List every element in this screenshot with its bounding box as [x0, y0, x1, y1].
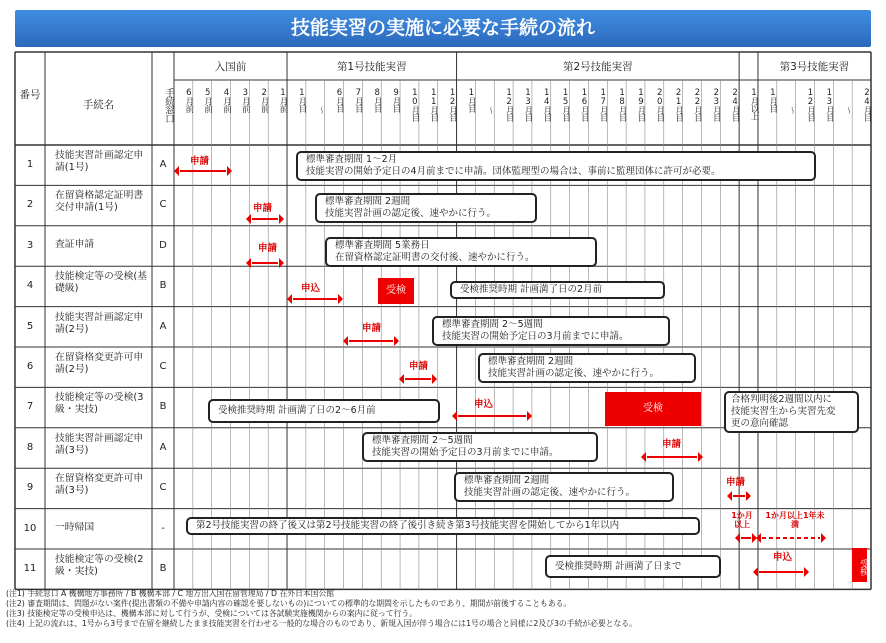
note-1: (注1) 手続窓口 A 機構地方事務所 / B 機構本部 / C 地方出入国在留管理局 / D 在外日本国公館	[6, 589, 335, 598]
month-header-19: 14月目	[541, 88, 552, 121]
month-header-8: 6月目	[334, 88, 345, 112]
row-number-3: 3	[26, 239, 34, 251]
month-header-30: 1月以上	[748, 88, 759, 120]
row-procedure-7: 技能検定等の受検(3級・実技)	[55, 392, 144, 416]
row-window-5: A	[159, 320, 167, 332]
callout-text: 合格判明後2週間以内に	[731, 394, 833, 405]
gt1b-label: 1か月以上1年未満	[765, 511, 825, 529]
period-arrow-1	[180, 170, 226, 172]
month-header-29: 24月目	[730, 88, 741, 121]
month-header-7: 〜	[315, 106, 326, 114]
exam-box-11: 受検	[852, 548, 867, 582]
row-window-4: B	[159, 280, 167, 292]
callout-text: 技能実習計画の認定後、速やかに行う。	[464, 487, 636, 498]
page-title: 技能実習の実施に必要な手続の流れ	[15, 10, 871, 47]
row-procedure-11: 技能検定等の受検(2級・実技)	[55, 554, 144, 577]
month-header-5: 1月前	[278, 88, 289, 112]
apply-label-11: 申込	[773, 552, 793, 563]
row-procedure-8: 技能実習計画認定申請(3号)	[55, 432, 144, 456]
callout-text: 技能実習計画の認定後、速やかに行う。	[325, 208, 497, 219]
month-header-36: 24月目	[861, 88, 872, 121]
callout-text: 技能実習の開始予定日の4月前までに申請。団体監理型の場合は、事前に監理団体に許可が必要。	[306, 166, 721, 177]
month-header-35: 〜	[843, 106, 854, 114]
row-number-4: 4	[26, 280, 34, 292]
row-procedure-3: 査証申請	[55, 238, 95, 250]
row-number-9: 9	[26, 482, 34, 494]
row-window-9: C	[159, 482, 167, 494]
month-header-17: 12月目	[504, 88, 515, 121]
row-number-6: 6	[26, 361, 34, 372]
month-header-22: 17月目	[598, 88, 609, 121]
apply-label-7: 申込	[474, 399, 494, 410]
callout-text: 技能実習生から実習先変	[731, 406, 836, 417]
callout-text: 技能実習の開始予定日の3月前までに申請。	[442, 331, 629, 342]
callout-3	[325, 237, 597, 267]
period-arrow-7	[458, 415, 526, 417]
month-header-20: 15月目	[560, 88, 571, 121]
row-number-5: 5	[26, 320, 34, 332]
period-header-3: 第3号技能実習	[779, 61, 850, 73]
header-procedure: 手続名	[82, 99, 115, 111]
callout-text: 更の意向確認	[731, 418, 789, 429]
month-header-21: 16月目	[579, 88, 590, 121]
callout-5	[432, 316, 670, 346]
month-header-3: 3月前	[240, 88, 251, 112]
note-2: (注2) 審査期間は、問題がない案件(提出書類の不備や申請内容の確認を要しないもの)についての標準的な期間を示したものであり、期間が前後することもある。	[6, 599, 572, 608]
period-header-2: 第2号技能実習	[563, 61, 633, 73]
row-procedure-4: 技能検定等の受検(基礎級)	[55, 271, 147, 295]
period-arrow-3	[252, 262, 278, 264]
period-arrow-10b	[762, 537, 820, 539]
month-header-2: 4月前	[221, 88, 232, 112]
exam-box-7: 受検	[605, 392, 701, 426]
row-procedure-2: 在留資格認定証明書交付申請(1号)	[55, 190, 144, 214]
month-header-26: 21月目	[673, 88, 684, 121]
month-header-32: 〜	[786, 106, 797, 114]
row-procedure-1: 技能実習計画認定申請(1号)	[55, 150, 144, 173]
month-header-16: 〜	[485, 106, 496, 114]
month-header-18: 13月目	[522, 88, 533, 121]
period-arrow-9	[733, 495, 745, 497]
callout-text: 標準審査期間 5業務日	[335, 240, 430, 251]
period-header-0: 入国前	[214, 61, 247, 73]
row-window-7: B	[159, 401, 167, 413]
apply-label-2: 申請	[253, 203, 273, 214]
period-arrow-5	[349, 340, 393, 342]
period-arrow-10a	[741, 537, 751, 539]
row-number-10: 10	[23, 522, 37, 534]
month-header-12: 10月目	[409, 88, 420, 121]
apply-label-9: 申請	[726, 477, 746, 488]
row-window-11: B	[159, 563, 167, 574]
month-header-25: 20月目	[654, 88, 665, 121]
row-procedure-9: 在留資格変更許可申請(3号)	[55, 473, 144, 497]
callout-2	[315, 193, 537, 223]
callout-text: 標準審査期間 1〜2月	[306, 154, 398, 165]
callout-text: 標準審査期間 2週間	[488, 356, 574, 367]
header-window: 手続窓口	[163, 88, 174, 122]
month-header-9: 7月目	[353, 88, 364, 112]
callout-text: 在留資格認定証明書の交付後、速やかに行う。	[335, 252, 535, 263]
period-header-1: 第1号技能実習	[336, 61, 407, 73]
callout-text: 標準審査期間 2〜5週間	[372, 435, 473, 446]
period-arrow-6	[405, 378, 431, 380]
row-window-10: -	[161, 522, 165, 534]
apply-label-1: 申請	[190, 156, 210, 167]
callout-1	[296, 151, 816, 181]
period-arrow-2	[252, 218, 278, 220]
callout-text: 技能実習計画の認定後、速やかに行う。	[488, 368, 660, 379]
row-procedure-6: 在留資格変更許可申請(2号)	[55, 352, 144, 375]
row-number-11: 11	[23, 563, 37, 574]
gt1-label: 1か月以上	[731, 511, 753, 529]
month-header-28: 23月目	[711, 88, 722, 121]
month-header-27: 22月目	[692, 88, 703, 121]
period-arrow-4	[293, 298, 337, 300]
callout-10: 第2号技能実習の終了後又は第2号技能実習の終了後引き続き第3号技能実習を開始してから1年以内	[186, 517, 700, 535]
callout-text: 標準審査期間 2週間	[464, 475, 550, 486]
month-header-24: 19月目	[635, 88, 646, 121]
month-header-6: 1月目	[296, 88, 307, 112]
callout-11: 受検推奨時期 計画満了日まで	[545, 555, 721, 578]
period-arrow-8	[647, 456, 697, 458]
row-procedure-10: 一時帰国	[55, 521, 95, 533]
row-number-1: 1	[26, 159, 34, 170]
row-number-7: 7	[26, 401, 34, 413]
month-header-1: 5月前	[202, 88, 213, 112]
header-number: 番号	[19, 89, 41, 101]
row-window-8: A	[159, 441, 167, 453]
callout-text: 標準審査期間 2週間	[325, 196, 411, 207]
month-header-34: 13月目	[824, 88, 835, 121]
callout-text: 標準審査期間 2〜5週間	[442, 319, 543, 330]
apply-label-5: 申請	[362, 323, 382, 334]
callout-7r	[724, 391, 859, 433]
callout-6	[478, 353, 696, 383]
month-header-13: 11月目	[428, 88, 439, 121]
row-window-2: C	[159, 199, 167, 211]
callout-8	[362, 432, 598, 462]
note-3: (注3) 技能検定等の受検申込は、機構本部に対して行うが、受検については各試験実施機関からの案内に従って行う。	[6, 609, 418, 618]
apply-label-8: 申請	[662, 439, 682, 450]
row-number-2: 2	[26, 199, 34, 211]
note-4: (注4) 上記の流れは、1号から3号まで在留を継続したまま技能実習を行わせる一般的な場合のものであり、新規入国が伴う場合には1号の場合と同様に2及び3の手続が必要となる。	[6, 619, 637, 628]
month-header-23: 18月目	[617, 88, 628, 121]
month-header-31: 1月目	[767, 88, 778, 112]
apply-label-6: 申請	[409, 361, 429, 372]
month-header-33: 12月目	[805, 88, 816, 121]
month-header-0: 6月前	[183, 88, 194, 112]
callout-text: 技能実習の開始予定日の3月前までに申請。	[372, 447, 559, 458]
callout-7: 受検推奨時期 計画満了日の2〜6月前	[208, 399, 440, 423]
period-arrow-11	[759, 571, 803, 573]
apply-label-3: 申請	[258, 243, 278, 254]
month-header-11: 9月目	[391, 88, 402, 112]
exam-box-4: 受検	[378, 278, 414, 304]
callout-9	[454, 472, 674, 502]
row-window-3: D	[159, 239, 167, 251]
month-header-4: 2月前	[259, 88, 270, 112]
month-header-15: 1月目	[466, 88, 477, 112]
apply-label-4: 申込	[301, 283, 321, 294]
month-header-14: 12月目	[447, 88, 458, 121]
row-procedure-5: 技能実習計画認定申請(2号)	[55, 311, 144, 335]
month-header-10: 8月目	[372, 88, 383, 112]
row-number-8: 8	[26, 441, 34, 453]
row-window-6: C	[159, 361, 167, 372]
row-window-1: A	[159, 159, 167, 170]
callout-4: 受検推奨時期 計画満了日の2月前	[450, 281, 665, 299]
